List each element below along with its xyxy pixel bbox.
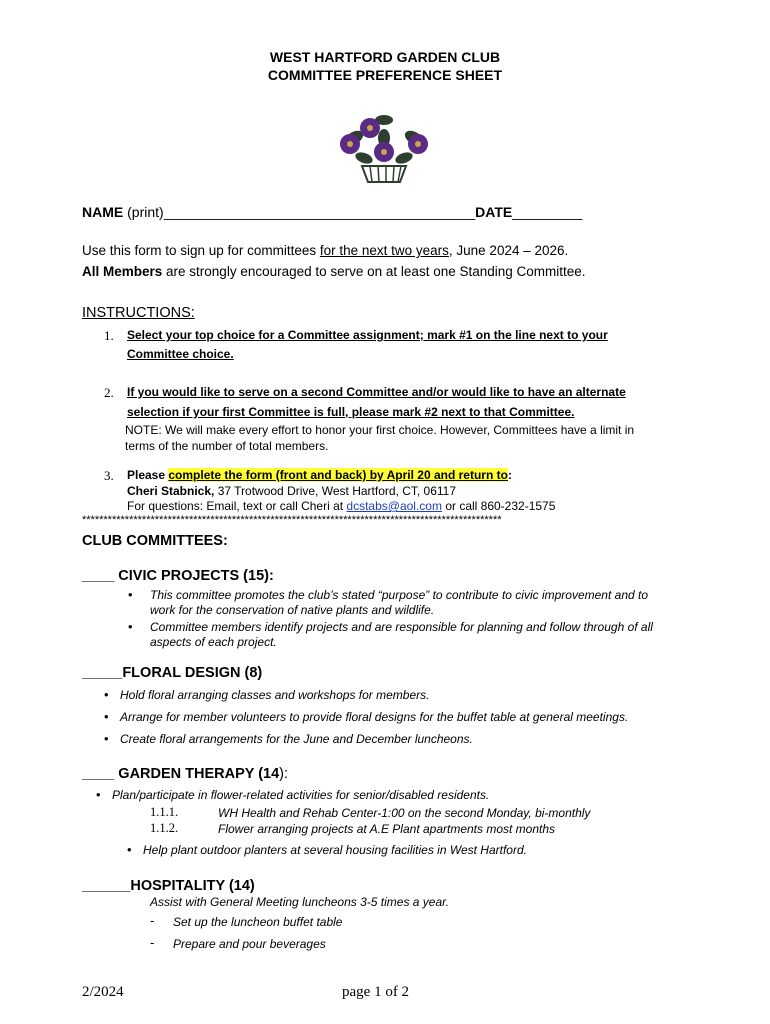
name-blank[interactable]: ________________________________________ — [163, 204, 476, 220]
therapy-blank[interactable]: ____ — [82, 766, 115, 782]
civic-bullet-1-line-1: This committee promotes the club’s stated “purpose” to contribute to civic improvement and to — [150, 588, 649, 602]
email-link[interactable]: dcstabs@aol.com — [346, 499, 442, 513]
contact-line: Cheri Stabnick, 37 Trotwood Drive, West Hartford, CT, 06117 — [127, 484, 457, 498]
garden-therapy-heading: ____ GARDEN THERAPY (14): — [82, 766, 289, 782]
therapy-sub-2-number: 1.1.2. — [150, 821, 179, 835]
floral-design-heading: _____FLORAL DESIGN (8) — [82, 665, 263, 681]
page-number: page 1 of 2 — [342, 984, 410, 1000]
bullet-icon: • — [104, 687, 109, 702]
name-field[interactable] — [82, 203, 582, 221]
instruction-2-line-2: selection if your first Committee is full, please mark #2 next to that Committee. — [127, 405, 575, 419]
hospitality-item-2: Prepare and pour beverages — [173, 937, 326, 951]
bullet-icon: • — [128, 619, 133, 634]
bullet-icon: • — [104, 709, 109, 724]
instruction-3-number: 3. — [104, 468, 114, 483]
club-title: WEST HARTFORD GARDEN CLUB — [269, 49, 501, 65]
therapy-sub-2-text: Flower arranging projects at A.E Plant apartments most months — [218, 822, 556, 836]
hospitality-heading: ______HOSPITALITY (14) — [82, 878, 255, 894]
hospitality-item-1: Set up the luncheon buffet table — [173, 915, 343, 929]
instruction-1-number: 1. — [104, 328, 114, 343]
instruction-2-line-1: If you would like to serve on a second Committee and/or would like to have an alternate — [127, 385, 626, 399]
floral-bullet-2: Arrange for member volunteers to provide floral designs for the buffet table at general meetings. — [120, 710, 629, 724]
deadline-highlight: complete the form (front and back) by April 20 and return to — [168, 468, 508, 482]
footer-date: 2/2024 — [82, 984, 124, 1000]
instructions-heading: INSTRUCTIONS: — [82, 305, 195, 321]
bullet-icon: • — [96, 787, 101, 802]
instruction-2-note-1: NOTE: We will make every effort to honor your first choice. However, Committees have a limit in — [125, 423, 635, 437]
civic-bullet-1-line-2: work for the conservation of native plants and wildlife. — [150, 603, 435, 617]
therapy-sub-1-text: WH Health and Rehab Center-1:00 on the second Monday, bi-monthly — [218, 806, 591, 820]
instruction-1-line-1: Select your top choice for a Committee assignment; mark #1 on the line next to your — [127, 328, 608, 342]
civic-blank[interactable]: ____ — [82, 568, 115, 584]
civic-bullet-2-line-1: Committee members identify projects and are responsible for planning and follow through of all — [150, 620, 653, 634]
flower-basket-logo-icon — [334, 108, 434, 188]
instruction-2-number: 2. — [104, 385, 114, 400]
instruction-3-line-1: Please complete the form (front and back) by April 20 and return to: — [127, 468, 512, 482]
therapy-sub-1-number: 1.1.1. — [150, 805, 179, 819]
therapy-bullet-2: Help plant outdoor planters at several housing facilities in West Hartford. — [143, 843, 527, 857]
intro-line-2: All Members are strongly encouraged to serve on at least one Standing Committee. — [82, 264, 586, 279]
date-blank[interactable]: _________ — [512, 204, 583, 220]
civic-bullet-2-line-2: aspects of each project. — [150, 635, 277, 649]
intro-line-1: Use this form to sign up for committees for the next two years, June 2024 – 2026. — [82, 243, 569, 258]
dash-icon: - — [150, 913, 155, 928]
questions-line: For questions: Email, text or call Cheri at dcstabs@aol.com or call 860-232-1575 — [127, 499, 556, 513]
instruction-2-note-2: terms of the number of total members. — [125, 439, 329, 453]
divider-stars: ************************************************************************************************** — [82, 514, 502, 526]
bullet-icon: • — [127, 842, 132, 857]
hospitality-blank[interactable]: ______ — [82, 878, 131, 894]
committees-heading: CLUB COMMITTEES: — [82, 533, 228, 549]
floral-bullet-3: Create floral arrangements for the June and December luncheons. — [120, 732, 473, 746]
civic-projects-heading: ____ CIVIC PROJECTS (15): — [82, 568, 274, 584]
name-print-label: (print) — [123, 204, 164, 220]
date-label: DATE — [475, 204, 513, 220]
dash-icon: - — [150, 935, 155, 950]
hospitality-intro: Assist with General Meeting luncheons 3-5 times a year. — [150, 895, 450, 909]
name-label: NAME — [82, 204, 124, 220]
bullet-icon: • — [104, 731, 109, 746]
instruction-1-line-2: Committee choice. — [127, 347, 234, 361]
sheet-title: COMMITTEE PREFERENCE SHEET — [267, 67, 503, 83]
therapy-bullet-1: Plan/participate in flower-related activities for senior/disabled residents. — [112, 788, 490, 802]
floral-bullet-1: Hold floral arranging classes and workshops for members. — [120, 688, 430, 702]
bullet-icon: • — [128, 587, 133, 602]
floral-blank[interactable]: _____ — [82, 665, 123, 681]
